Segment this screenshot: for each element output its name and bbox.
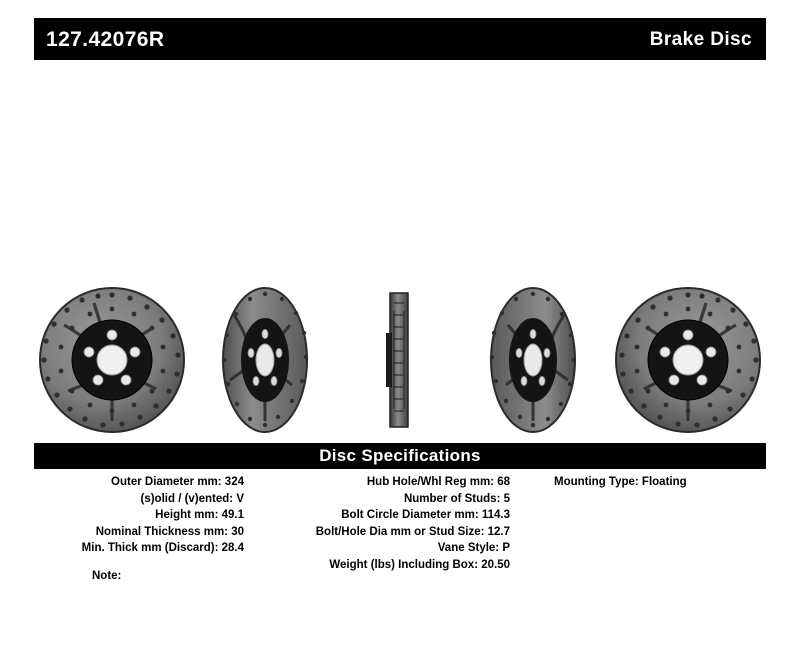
- spec-height: Height mm: 49.1: [155, 509, 244, 521]
- disc-specifications-columns: [34, 474, 766, 584]
- note-label: Note:: [92, 570, 122, 582]
- spec-min-thickness: Min. Thick mm (Discard): 28.4: [81, 542, 244, 554]
- header-bar: [34, 18, 766, 60]
- spec-bolt-circle-diameter: Bolt Circle Diameter mm: 114.3: [341, 509, 510, 521]
- disc-specifications-bar: [34, 443, 766, 469]
- page-title: Brake Disc: [649, 28, 752, 50]
- spec-solid-vented: (s)olid / (v)ented: V: [140, 492, 244, 505]
- spec-hub-hole: Hub Hole/Whl Reg mm: 68: [366, 476, 510, 488]
- spec-column-middle: [262, 474, 510, 573]
- spec-number-of-studs: Number of Studs: 5: [403, 492, 510, 505]
- spec-bolt-hole-dia: Bolt/Hole Dia mm or Stud Size: 12.7: [315, 525, 510, 538]
- spec-column-right: [554, 474, 766, 491]
- spec-column-left: [34, 474, 244, 557]
- rotor-view-front-left: [34, 285, 194, 435]
- spec-outer-diameter: Outer Diameter mm: 324: [111, 476, 244, 488]
- part-number: 127.42076R: [46, 27, 165, 51]
- rotor-view-edge: [372, 285, 428, 435]
- rotor-view-angled-left: [206, 285, 324, 435]
- spec-weight: Weight (lbs) Including Box: 20.50: [329, 558, 510, 571]
- rotor-view-angled-right: [474, 285, 592, 435]
- rotor-view-front-right: [606, 285, 766, 435]
- spec-mounting-type: Mounting Type: Floating: [554, 476, 687, 488]
- spec-nominal-thickness: Nominal Thickness mm: 30: [95, 525, 244, 538]
- rotor-illustrations: [34, 285, 766, 435]
- disc-specifications-title: Disc Specifications: [319, 446, 481, 465]
- spec-vane-style: Vane Style: P: [437, 542, 510, 554]
